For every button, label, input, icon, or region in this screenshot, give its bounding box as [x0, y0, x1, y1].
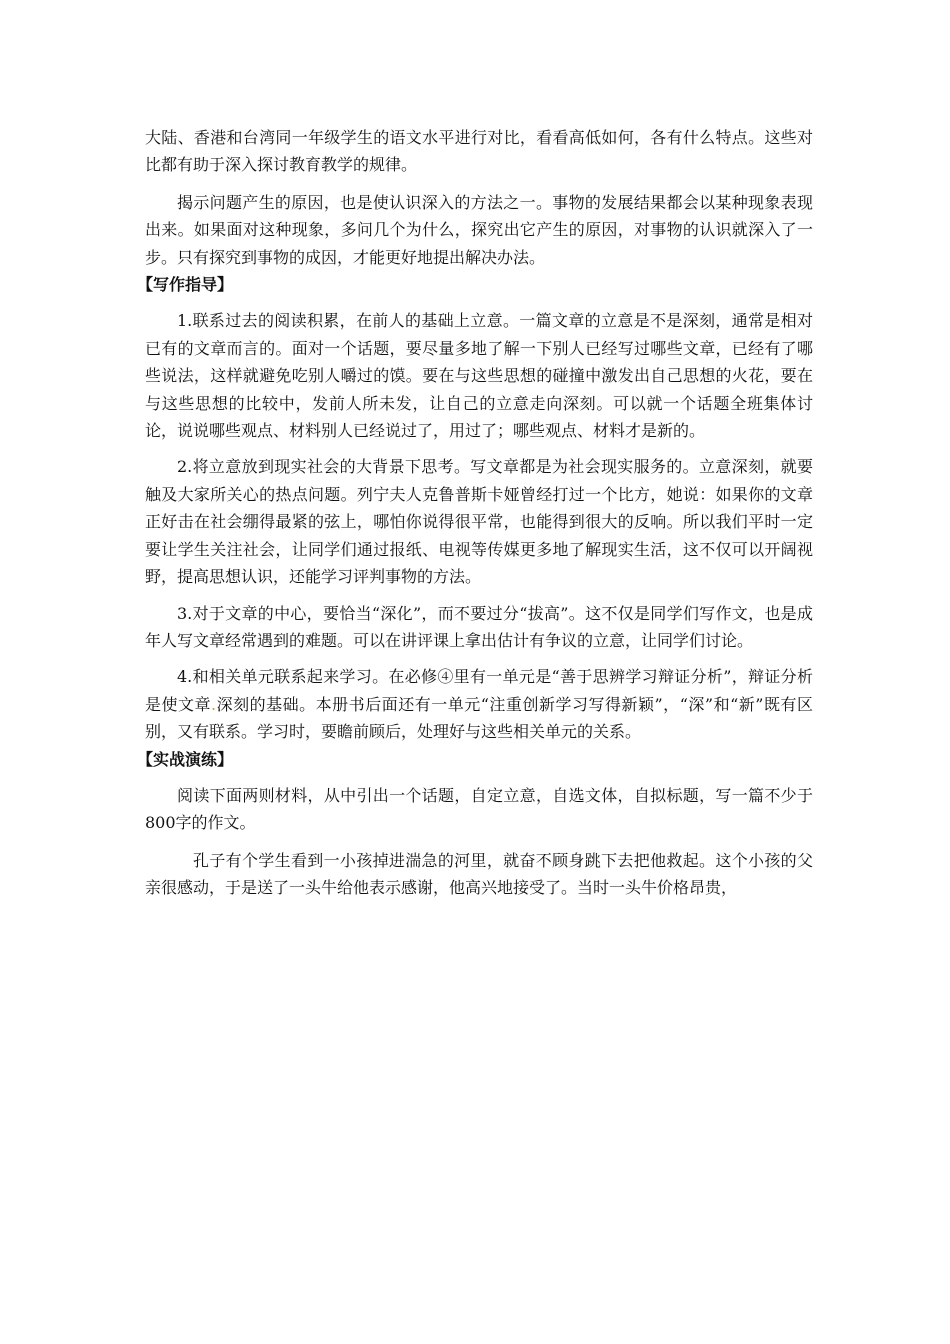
heading-writing-guide: 【写作指导】: [137, 275, 234, 295]
guide-item-4-part-a: 4.和相关单元联系起来学习。在必修④里有一单元是“善于思辨学习辩证分析”，辩证分析是使文章: [145, 667, 813, 714]
guide-item-2: 2.将立意放到现实社会的大背景下思考。写文章都是为社会现实服务的。立意深刻，就要触及大家所关心的热点问题。列宁夫人克鲁普斯卡娅曾经打过一个比方，她说：如果你的文章正好击在社会绷得最紧的弦上，哪怕你说得很平常，也能得到很大的反响。所以我们平时一定要让学生关注社会，让同学们通过报纸、电视等传媒更多地了解现实生活，这不仅可以开阔视野，提高思想认识，还能学习评判事物的方法。: [145, 457, 813, 587]
highlight-mark: .: [211, 694, 217, 714]
practice-instruction: 阅读下面两则材料，从中引出一个话题，自定立意，自选文体，自拟标题，写一篇不少于800字的作文。: [145, 785, 813, 833]
guide-item-3: 3.对于文章的中心，要恰当“深化”，而不要过分“拔高”。这不仅是同学们写作文，也是成年人写文章经常遇到的难题。可以在讲评课上拿出估计有争议的立意，让同学们讨论。: [145, 603, 813, 650]
guide-item-4: [145, 663, 813, 745]
paragraph-comparison: 大陆、香港和台湾同一年级学生的语文水平进行对比，看看高低如何，各有什么特点。这些对比都有助于深入探讨教育教学的规律。: [145, 128, 813, 175]
heading-practice: 【实战演练】: [137, 749, 234, 769]
practice-material-1: 孔子有个学生看到一小孩掉进湍急的河里，就奋不顾身跳下去把他救起。这个小孩的父亲很感动，于是送了一头牛给他表示感谢，他高兴地接受了。当时一头牛价格昂贵，: [145, 850, 813, 898]
guide-item-1: 1.联系过去的阅读积累，在前人的基础上立意。一篇文章的立意是不是深刻，通常是相对已有的文章而言的。面对一个话题，要尽量多地了解一下别人已经写过哪些文章，已经有了哪些说法，这样就避免吃别人嚼过的馍。要在与这些思想的碰撞中激发出自己思想的火花，要在与这些思想的比较中，发前人所未发，让自己的立意走向深刻。可以就一个话题全班集体讨论，说说哪些观点、材料别人已经说过了，用过了；哪些观点、材料才是新的。: [145, 311, 813, 441]
document-body: [137, 124, 813, 902]
guide-item-4-part-b: 深刻的基础。本册书后面还有一单元“注重创新学习写得新颖”，“深”和“新”既有区别，又有联系。学习时，要瞻前顾后，处理好与这些相关单元的关系。: [145, 694, 813, 742]
paragraph-causes: 揭示问题产生的原因，也是使认识深入的方法之一。事物的发展结果都会以某种现象表现出来。如果面对这种现象，多问几个为什么，探究出它产生的原因，对事物的认识就深入了一步。只有探究到事物的成因，才能更好地提出解决办法。: [145, 192, 813, 267]
